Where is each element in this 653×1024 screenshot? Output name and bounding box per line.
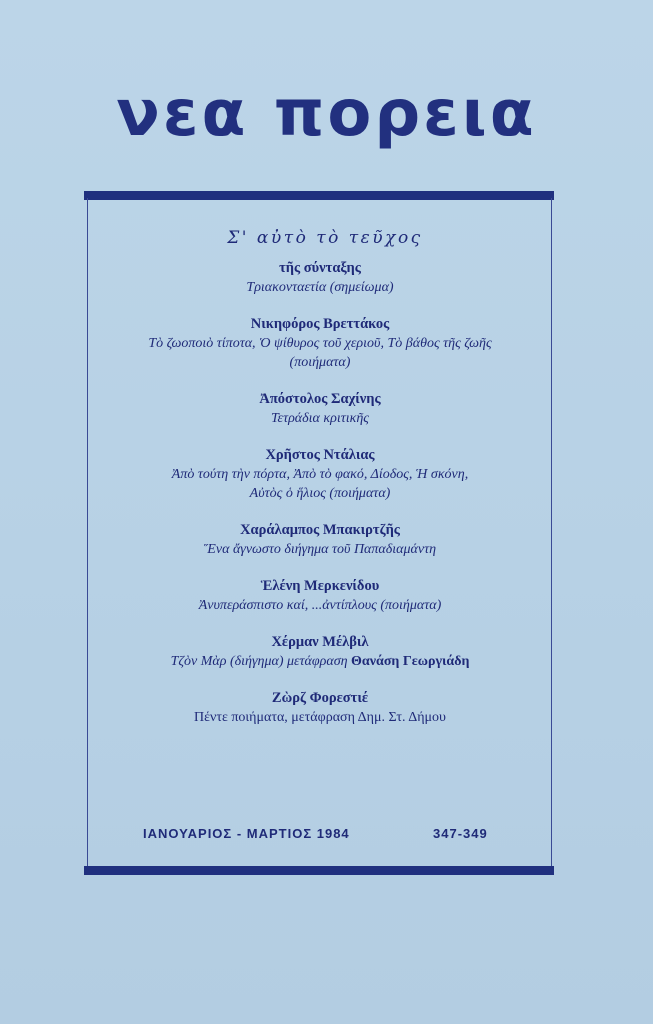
- entry-author: Νικηφόρος Βρεττάκος: [250, 316, 390, 332]
- entry-author: τῆς σύνταξης: [279, 260, 361, 276]
- entry-title-continued: (ποιήματα): [289, 355, 351, 370]
- entry-title: Ἀπὸ τούτη τὴν πόρτα, Ἀπὸ τὸ φακό, Δίοδος, Ἡ σκόνη,: [171, 467, 469, 482]
- entry-author: Χαράλαμπος Μπακιρτζῆς: [240, 522, 400, 538]
- toc-entry: [90, 258, 550, 297]
- entry-title: Τριακονταετία (σημείωμα): [246, 280, 394, 295]
- entry-author: Χέρμαν Μέλβιλ: [271, 634, 369, 650]
- toc-entry: [90, 445, 550, 503]
- entry-title: Ἕνα ἄγνωστο διήγημα τοῦ Παπαδιαμάντη: [203, 542, 437, 557]
- toc-entry: [90, 520, 550, 559]
- entry-author: Χρῆστος Ντάλιας: [265, 447, 375, 463]
- entry-title: Τὸ ζωοποιὸ τίποτα, Ὁ ψίθυρος τοῦ χεριοῦ, Τὸ βάθος τῆς ζωῆς: [148, 336, 492, 351]
- entry-title: [90, 652, 550, 671]
- entry-title-continued: Αὐτὸς ὁ ἥλιος (ποιήματα): [249, 486, 391, 501]
- toc-entry: [90, 688, 550, 727]
- entry-author: Ζὼρζ Φορεστιέ: [271, 690, 369, 706]
- entry-author: Ἑλένη Μερκενίδου: [260, 578, 380, 594]
- toc-entry: [90, 314, 550, 372]
- entry-author: Ἀπόστολος Σαχίνης: [259, 391, 381, 407]
- entry-title-text: Πέντε ποιήματα, μετάφραση Δημ. Στ. Δήμου: [194, 710, 446, 725]
- table-of-contents: [90, 228, 550, 744]
- entry-title: Ἀνυπεράσπιστο καί, ...ἀντίπλους (ποιήματα): [198, 598, 442, 613]
- magazine-title: νεα πορεια: [116, 77, 537, 151]
- toc-entry: [90, 389, 550, 428]
- toc-heading: Σ' αὐτὸ τὸ τεῦχος: [227, 228, 423, 248]
- entry-title: Τετράδια κριτικῆς: [271, 411, 369, 426]
- toc-entry: [90, 576, 550, 615]
- entry-title-text: Τζὸν Μὰρ (διήγημα) μετάφραση: [170, 654, 348, 669]
- bottom-rule: [84, 866, 554, 875]
- issue-date: ΙΑΝΟΥΑΡΙΟΣ - ΜΑΡΤΙΟΣ 1984: [143, 826, 350, 841]
- entry-title: [90, 708, 550, 727]
- toc-entry: [90, 632, 550, 671]
- translator-name: Θανάση Γεωργιάδη: [351, 654, 470, 669]
- issue-number: 347-349: [433, 826, 488, 841]
